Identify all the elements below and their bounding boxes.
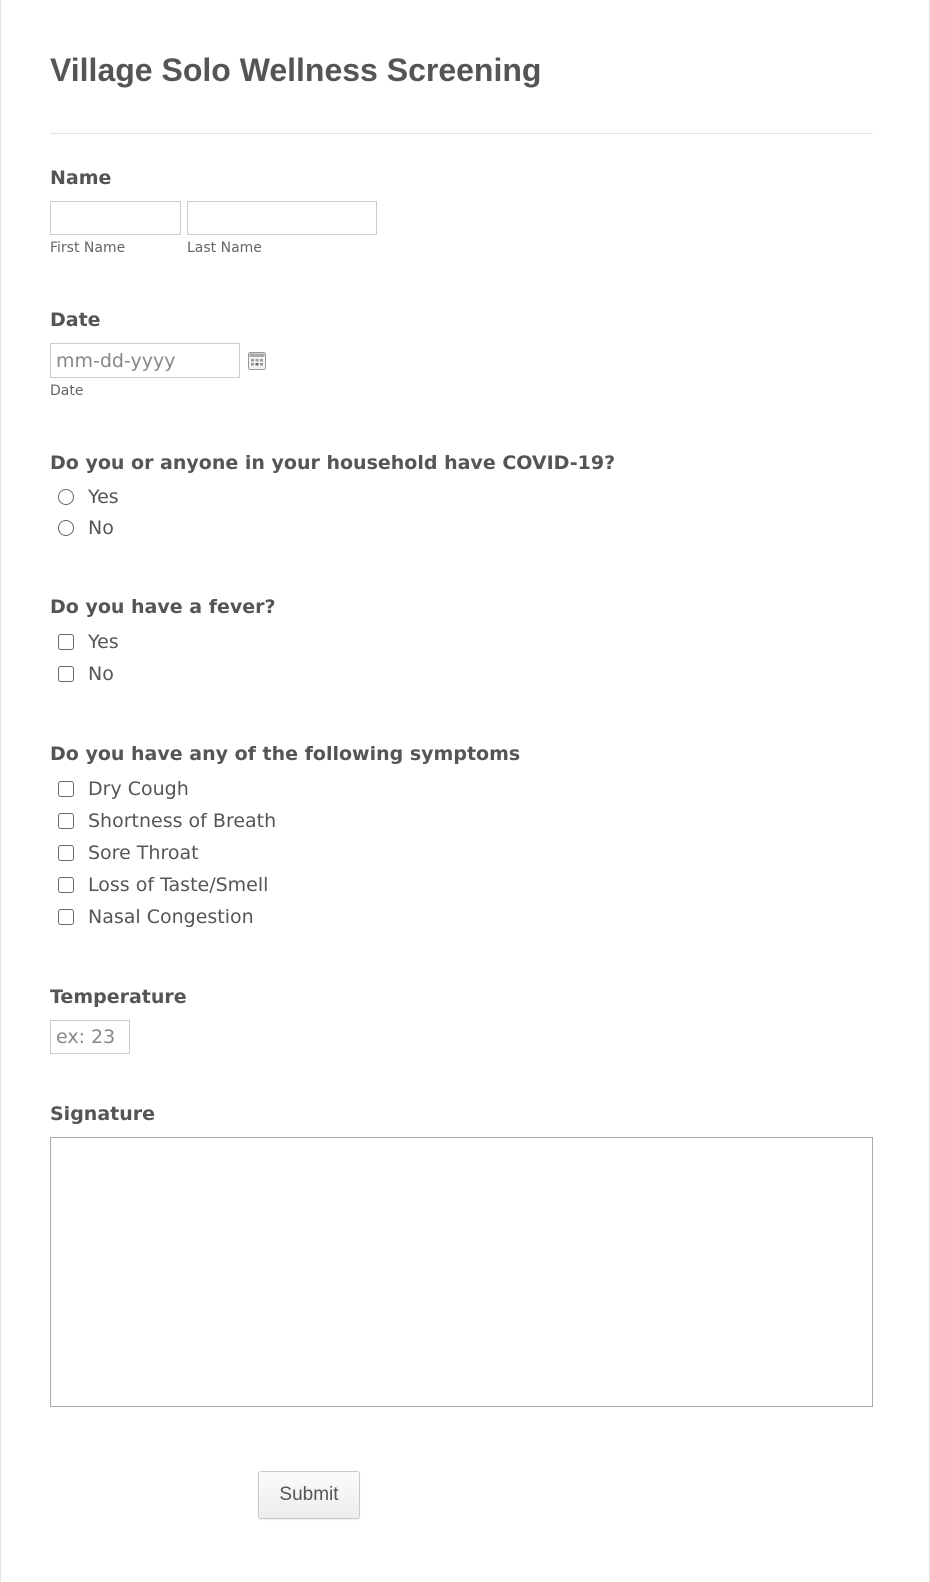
option-label: No: [88, 663, 114, 685]
covid-option-yes[interactable]: [58, 486, 119, 508]
date-sublabel: Date: [50, 383, 84, 399]
option-label: Sore Throat: [88, 842, 199, 864]
temperature-label: Temperature: [50, 986, 187, 1008]
name-label: Name: [50, 167, 112, 189]
symptom-option-shortness-of-breath[interactable]: [58, 810, 276, 832]
covid-question-label: Do you or anyone in your household have COVID-19?: [50, 452, 616, 474]
radio-button[interactable]: [58, 489, 74, 505]
option-label: Yes: [88, 631, 119, 653]
radio-button[interactable]: [58, 520, 74, 536]
checkbox[interactable]: [58, 909, 74, 925]
symptom-option-dry-cough[interactable]: [58, 778, 189, 800]
checkbox[interactable]: [58, 813, 74, 829]
option-label: No: [88, 517, 114, 539]
fever-option-no[interactable]: [58, 663, 114, 685]
fever-option-yes[interactable]: [58, 631, 119, 653]
option-label: Nasal Congestion: [88, 906, 254, 928]
checkbox[interactable]: [58, 845, 74, 861]
signature-pad[interactable]: [50, 1137, 873, 1407]
header-divider: [50, 133, 873, 134]
checkbox[interactable]: [58, 781, 74, 797]
checkbox[interactable]: [58, 666, 74, 682]
date-label: Date: [50, 309, 101, 331]
signature-label: Signature: [50, 1103, 156, 1125]
symptom-option-sore-throat[interactable]: [58, 842, 199, 864]
submit-button[interactable]: Submit: [258, 1471, 360, 1519]
option-label: Yes: [88, 486, 119, 508]
option-label: Dry Cough: [88, 778, 189, 800]
date-input[interactable]: [50, 343, 240, 378]
temperature-input[interactable]: [50, 1020, 130, 1054]
last-name-sublabel: Last Name: [187, 240, 262, 256]
page-left-edge: [0, 0, 1, 1582]
calendar-icon[interactable]: [248, 352, 266, 370]
first-name-sublabel: First Name: [50, 240, 126, 256]
option-label: Shortness of Breath: [88, 810, 277, 832]
form-title: Village Solo Wellness Screening: [50, 52, 542, 88]
checkbox[interactable]: [58, 634, 74, 650]
checkbox[interactable]: [58, 877, 74, 893]
first-name-input[interactable]: [50, 201, 181, 235]
fever-question-label: Do you have a fever?: [50, 596, 276, 618]
symptoms-question-label: Do you have any of the following symptoms: [50, 743, 521, 765]
symptom-option-nasal-congestion[interactable]: [58, 906, 254, 928]
last-name-input[interactable]: [187, 201, 377, 235]
symptom-option-loss-of-taste-smell[interactable]: [58, 874, 268, 896]
covid-option-no[interactable]: [58, 517, 114, 539]
option-label: Loss of Taste/Smell: [88, 874, 269, 896]
